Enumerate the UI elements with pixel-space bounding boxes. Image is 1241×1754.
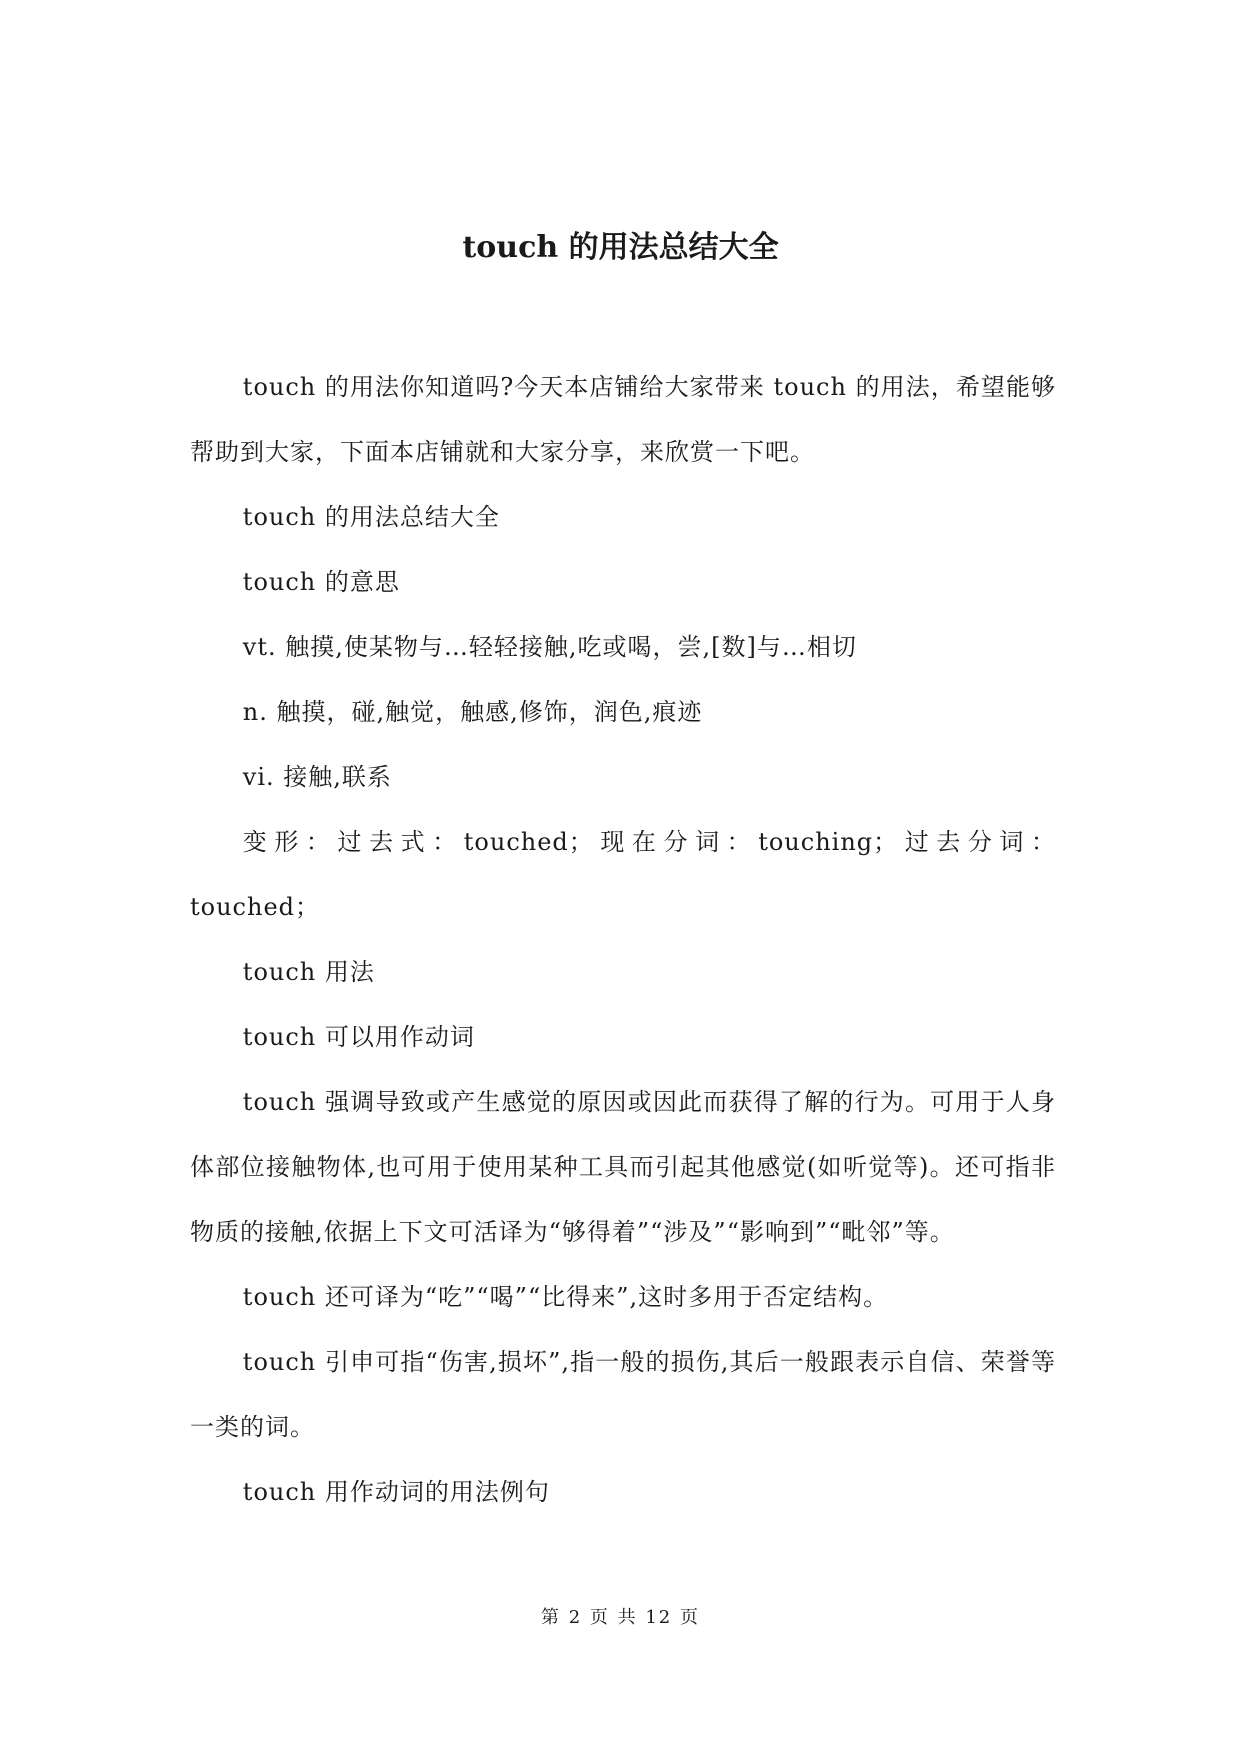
paragraph-usage-harm: touch 引申可指“伤害,损坏”,指一般的损伤,其后一般跟表示自信、荣誉等一类的词。 xyxy=(190,1348,1056,1441)
paragraph-definition-n: n. 触摸，碰,触觉，触感,修饰，润色,痕迹 xyxy=(242,698,703,726)
paragraph-heading-meaning: touch 的意思 xyxy=(242,568,400,596)
paragraph-heading-usage: touch 用法 xyxy=(242,958,375,986)
page-footer xyxy=(0,1606,1241,1630)
paragraph-heading-examples: touch 用作动词的用法例句 xyxy=(242,1478,550,1506)
paragraph-inflections: 变形：过去式：touched；现在分词：touching；过去分词：touched； xyxy=(190,828,1056,921)
paragraph-heading-verb: touch 可以用作动词 xyxy=(242,1023,475,1051)
paragraph-intro: touch 的用法你知道吗?今天本店铺给大家带来 touch 的用法，希望能够帮助到大家，下面本店铺就和大家分享，来欣赏一下吧。 xyxy=(190,373,1056,466)
paragraph-definition-vt: vt. 触摸,使某物与…轻轻接触,吃或喝，尝,[数]与…相切 xyxy=(242,633,857,661)
document-title: touch 的用法总结大全 xyxy=(462,230,779,265)
paragraph-heading-summary: touch 的用法总结大全 xyxy=(242,503,500,531)
document-body xyxy=(190,355,1056,1525)
paragraph-usage-negative: touch 还可译为“吃”“喝”“比得来”,这时多用于否定结构。 xyxy=(242,1283,889,1311)
page-number: 第 2 页 共 12 页 xyxy=(541,1607,700,1628)
paragraph-usage-explanation: touch 强调导致或产生感觉的原因或因此而获得了解的行为。可用于人身体部位接触物体,也可用于使用某种工具而引起其他感觉(如听觉等)。还可指非物质的接触,依据上下文可活译为“够得着”“涉及”“影响到”“毗邻”等。 xyxy=(190,1088,1056,1246)
paragraph-definition-vi: vi. 接触,联系 xyxy=(242,763,392,791)
